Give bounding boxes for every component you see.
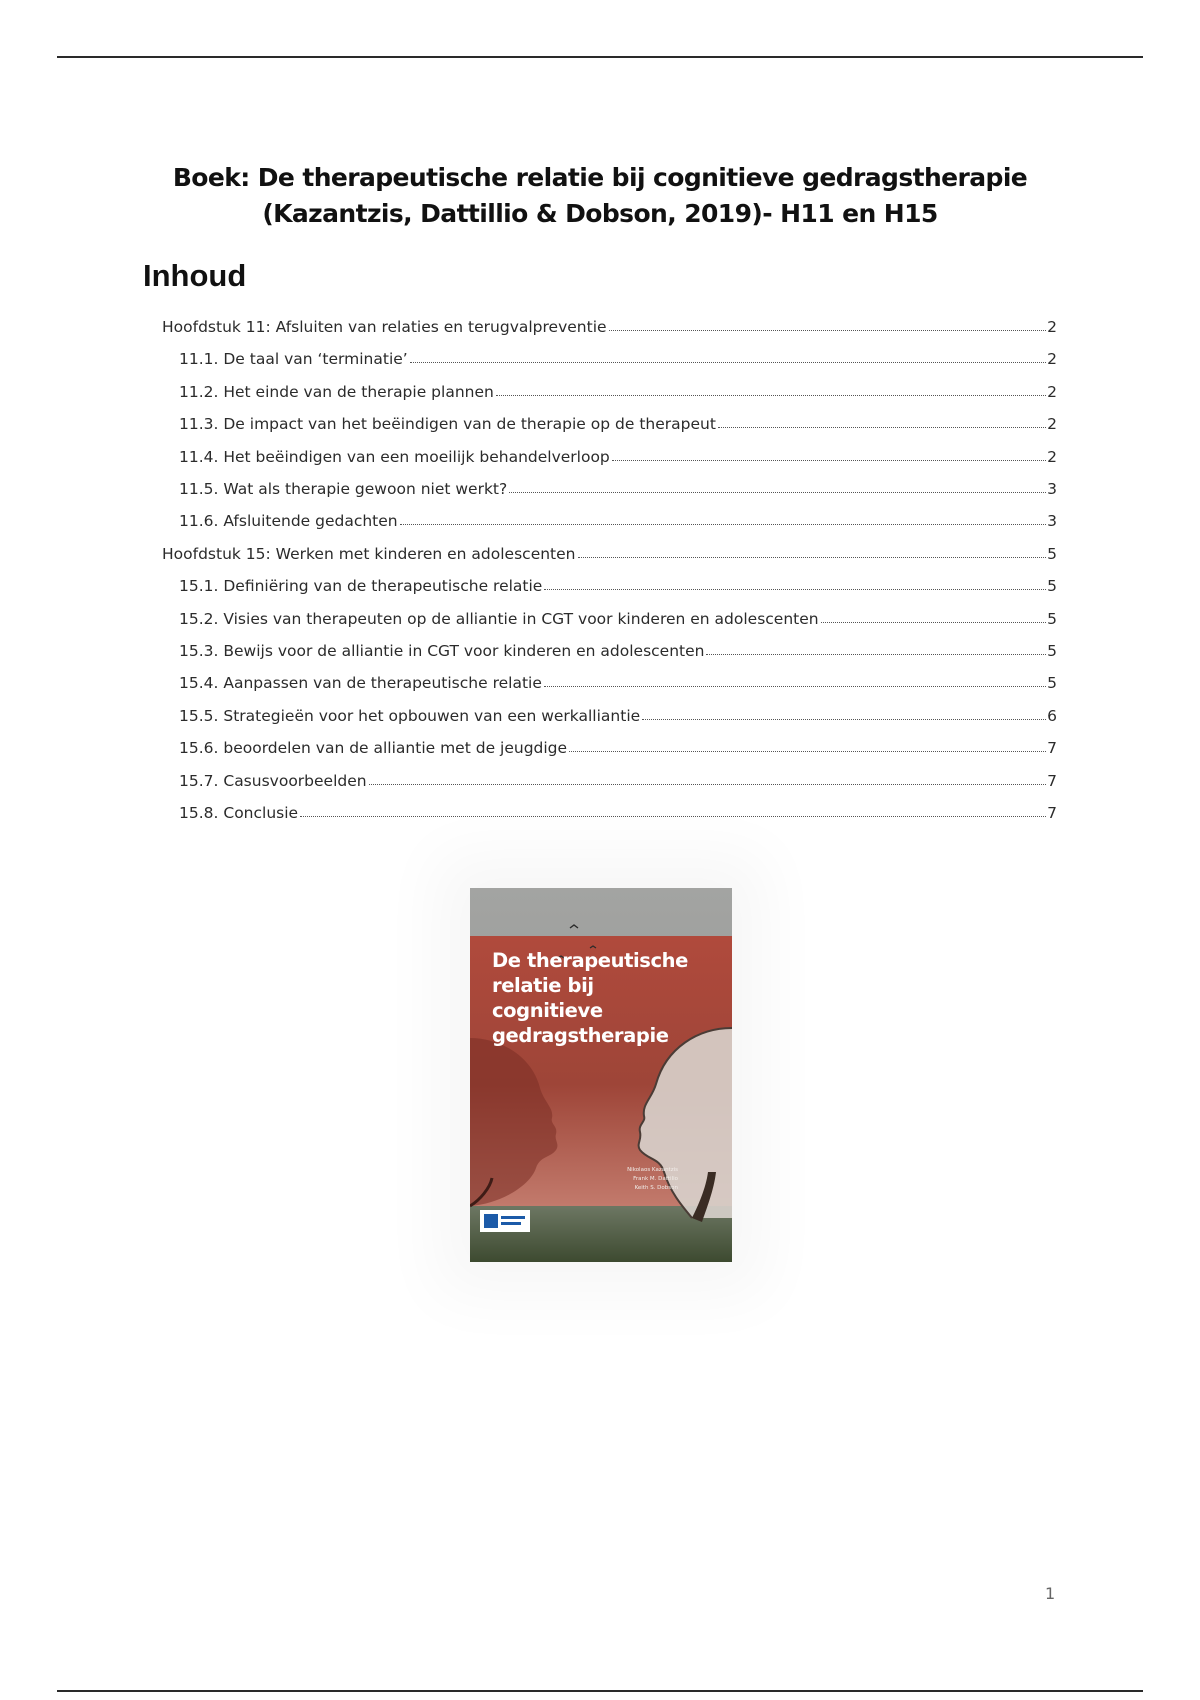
toc-entry[interactable] — [179, 790, 1057, 822]
toc-entry-page: 2 — [1047, 447, 1057, 466]
toc-leader-dots — [496, 395, 1046, 396]
toc-leader-dots — [300, 816, 1046, 817]
toc-leader-dots — [821, 622, 1047, 623]
bottom-rule — [57, 1690, 1143, 1692]
toc-entry[interactable] — [179, 434, 1057, 466]
title-line-2: (Kazantzis, Dattillio & Dobson, 2019)- H11 en H15 — [262, 198, 938, 228]
toc-entry-label: 11.5. Wat als therapie gewoon niet werkt? — [179, 480, 508, 498]
toc-leader-dots — [612, 460, 1046, 461]
toc-entry-page: 5 — [1047, 674, 1057, 693]
toc-entry-label: 15.7. Casusvoorbeelden — [179, 771, 367, 790]
cover-title-line-3: cognitieve — [492, 999, 603, 1022]
toc-entry-label: 15.5. Strategieën voor het opbouwen van een werkalliantie — [179, 706, 641, 725]
toc-entry-label: 11.3. De impact van het beëindigen van de therapie op de therapeut — [179, 415, 716, 434]
toc-entry-page: 7 — [1047, 771, 1057, 790]
toc-entry-page: 3 — [1047, 480, 1057, 498]
toc-entry[interactable] — [179, 401, 1057, 433]
toc-entry-page: 2 — [1047, 350, 1057, 369]
toc-entry-label: 11.1. De taal van ‘terminatie’ — [179, 350, 408, 369]
book-cover-illustration — [470, 888, 732, 1262]
toc-leader-dots — [609, 330, 1047, 331]
toc-entry-page: 2 — [1047, 415, 1057, 434]
toc-entry[interactable] — [179, 628, 1057, 660]
document-title — [120, 160, 1080, 232]
toc-entry-page: 7 — [1047, 804, 1057, 822]
toc-entry[interactable] — [162, 304, 1057, 336]
toc-entry[interactable] — [179, 369, 1057, 401]
toc-entry-label: 11.6. Afsluitende gedachten — [179, 512, 398, 531]
toc-entry-page: 2 — [1047, 318, 1057, 336]
cover-title-line-2: relatie bij — [492, 974, 594, 997]
toc-entry[interactable] — [179, 336, 1057, 368]
toc-leader-dots — [544, 589, 1046, 590]
toc-entry[interactable] — [179, 725, 1057, 757]
book-cover-image — [470, 888, 732, 1262]
cover-title-line-4: gedragstherapie — [492, 1024, 669, 1047]
top-rule — [57, 56, 1143, 58]
cover-author-2: Frank M. Dattilio — [633, 1176, 678, 1182]
toc-entry-label: Hoofdstuk 15: Werken met kinderen en adolescenten — [162, 544, 576, 563]
toc-entry[interactable] — [179, 693, 1057, 725]
toc-heading: Inhoud — [143, 258, 247, 293]
toc-entry-page: 3 — [1047, 512, 1057, 531]
toc-leader-dots — [706, 654, 1046, 655]
toc-entry-label: 15.8. Conclusie — [179, 804, 299, 822]
cover-title-line-1: De therapeutische — [492, 949, 688, 972]
page-number: 1 — [1045, 1584, 1056, 1603]
cover-title — [492, 948, 722, 1048]
title-line-1: Boek: De therapeutische relatie bij cognitieve gedragstherapie — [172, 162, 1028, 192]
toc-entry[interactable] — [179, 466, 1057, 498]
toc-leader-dots — [544, 686, 1046, 687]
toc-entry-page: 5 — [1047, 544, 1057, 563]
toc-entry[interactable] — [179, 596, 1057, 628]
toc-entry-label: 15.3. Bewijs voor de alliantie in CGT voor kinderen en adolescenten — [179, 642, 705, 660]
cover-author-3: Keith S. Dobson — [634, 1185, 678, 1191]
toc-entry-page: 5 — [1047, 609, 1057, 628]
toc-leader-dots — [509, 492, 1046, 493]
toc-entry[interactable] — [179, 498, 1057, 530]
toc-entry-page: 2 — [1047, 382, 1057, 401]
toc-entry[interactable] — [179, 563, 1057, 595]
toc-entry-page: 5 — [1047, 577, 1057, 596]
toc-entry-label: 11.2. Het einde van de therapie plannen — [179, 382, 494, 401]
toc-leader-dots — [569, 751, 1046, 752]
toc-leader-dots — [718, 427, 1046, 428]
toc-entry[interactable] — [179, 660, 1057, 692]
toc-entry-page: 6 — [1047, 706, 1057, 725]
toc-entry-label: 15.2. Visies van therapeuten op de alliantie in CGT voor kinderen en adolescenten — [179, 609, 819, 628]
toc-entry-label: 15.6. beoordelen van de alliantie met de jeugdige — [179, 739, 568, 758]
toc-leader-dots — [642, 719, 1046, 720]
toc-entry-label: 15.1. Definiëring van de therapeutische relatie — [179, 577, 543, 596]
toc-leader-dots — [369, 784, 1047, 785]
cover-author-1: Nikolaos Kazantzis — [627, 1167, 678, 1173]
toc-entry-page: 5 — [1047, 642, 1057, 660]
toc-entry-label: 11.4. Het beëindigen van een moeilijk behandelverloop — [179, 447, 610, 466]
toc-entry-label: Hoofdstuk 11: Afsluiten van relaties en terugvalpreventie — [162, 318, 607, 336]
toc-entry[interactable] — [162, 531, 1057, 563]
toc-entry-label: 15.4. Aanpassen van de therapeutische relatie — [179, 674, 542, 693]
toc-leader-dots — [400, 524, 1047, 525]
toc-leader-dots — [410, 362, 1046, 363]
toc-entry-page: 7 — [1047, 739, 1057, 758]
toc-entry[interactable] — [179, 758, 1057, 790]
toc-leader-dots — [578, 557, 1047, 558]
